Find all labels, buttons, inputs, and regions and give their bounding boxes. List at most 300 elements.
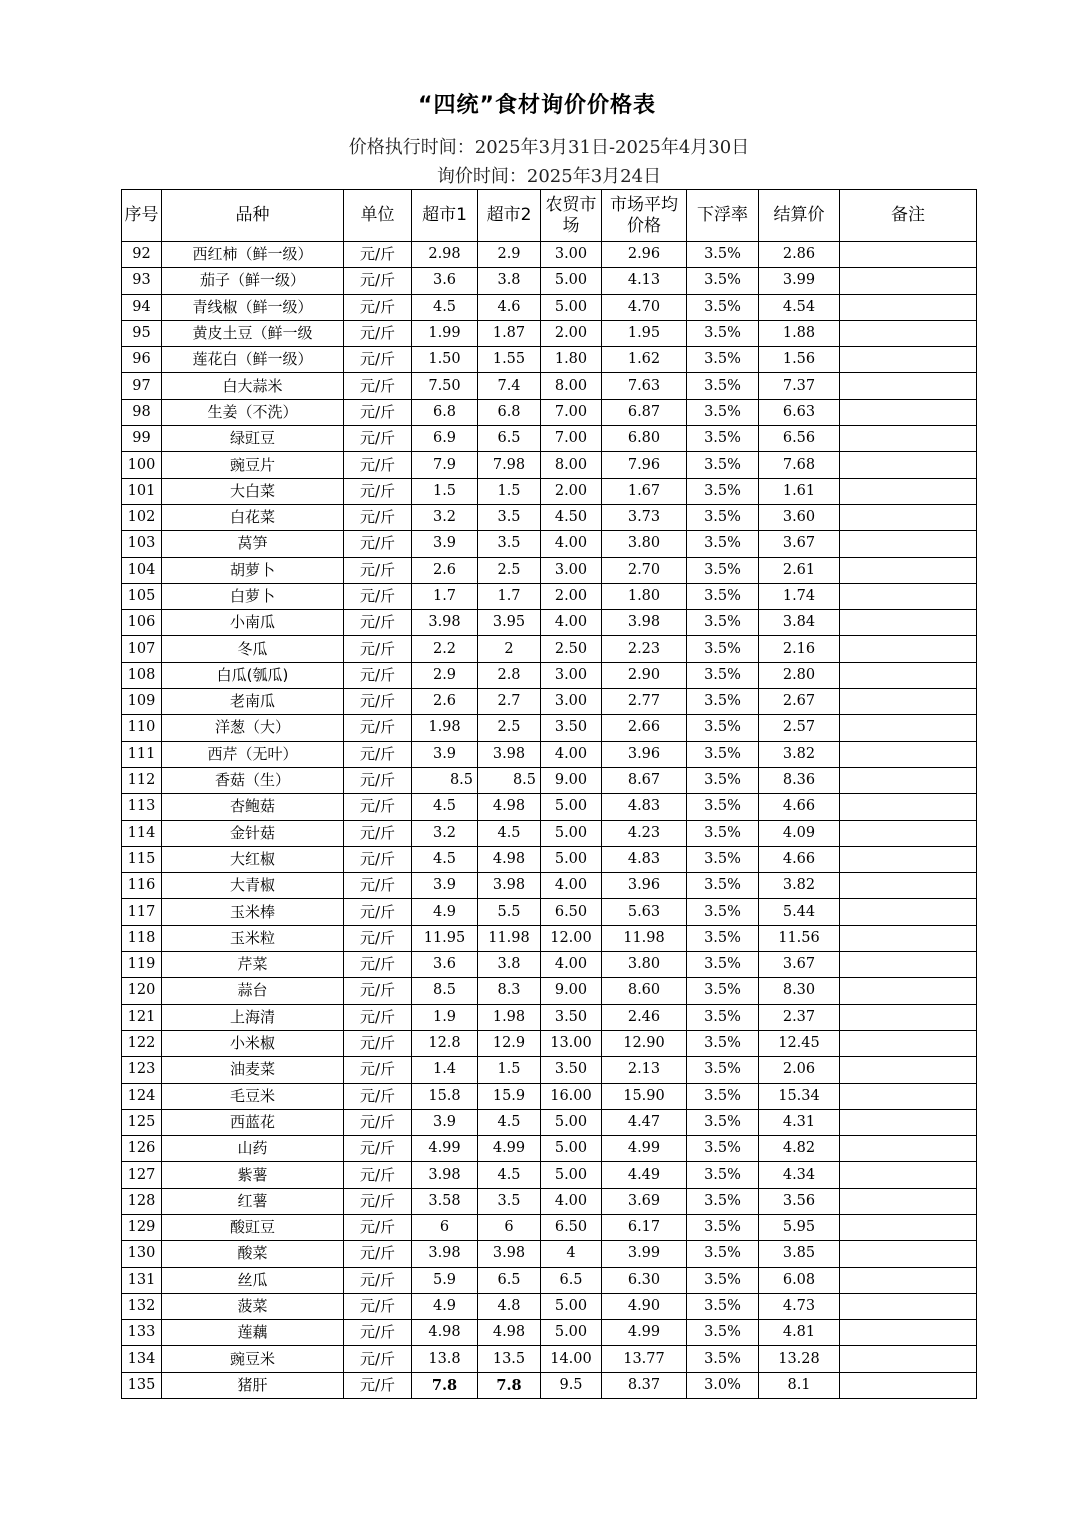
cell-name: 大白菜	[162, 478, 344, 504]
cell-no: 107	[122, 636, 162, 662]
cell-discount-rate: 3.5%	[687, 1057, 759, 1083]
cell-no: 128	[122, 1188, 162, 1214]
cell-remarks	[840, 794, 977, 820]
cell-market-average: 4.99	[602, 1320, 687, 1346]
cell-market-average: 5.63	[602, 899, 687, 925]
cell-farm-market: 7.00	[541, 399, 602, 425]
cell-market-average: 6.17	[602, 1214, 687, 1240]
cell-market-average: 6.80	[602, 426, 687, 452]
cell-no: 103	[122, 531, 162, 557]
table-row	[122, 1109, 977, 1135]
cell-remarks	[840, 899, 977, 925]
cell-market-average: 8.60	[602, 978, 687, 1004]
cell-market-average: 2.90	[602, 662, 687, 688]
cell-farm-market: 4.50	[541, 504, 602, 530]
cell-farm-market: 6.5	[541, 1267, 602, 1293]
cell-farm-market: 6.50	[541, 899, 602, 925]
cell-unit: 元/斤	[344, 662, 412, 688]
cell-remarks	[840, 242, 977, 268]
table-row	[122, 794, 977, 820]
header-remarks: 备注	[840, 190, 977, 242]
cell-discount-rate: 3.5%	[687, 478, 759, 504]
table-row	[122, 320, 977, 346]
cell-unit: 元/斤	[344, 1083, 412, 1109]
cell-discount-rate: 3.5%	[687, 557, 759, 583]
cell-supermarket-1: 2.6	[412, 689, 478, 715]
cell-supermarket-2: 2.8	[478, 662, 541, 688]
cell-discount-rate: 3.5%	[687, 1293, 759, 1319]
cell-settlement-price: 12.45	[759, 1030, 840, 1056]
cell-farm-market: 5.00	[541, 846, 602, 872]
cell-remarks	[840, 399, 977, 425]
cell-supermarket-2: 7.8	[478, 1372, 541, 1398]
cell-discount-rate: 3.5%	[687, 662, 759, 688]
table-row	[122, 715, 977, 741]
cell-remarks	[840, 1188, 977, 1214]
cell-no: 119	[122, 952, 162, 978]
cell-market-average: 8.37	[602, 1372, 687, 1398]
cell-unit: 元/斤	[344, 320, 412, 346]
table-row	[122, 268, 977, 294]
cell-supermarket-1: 7.50	[412, 373, 478, 399]
cell-settlement-price: 4.66	[759, 794, 840, 820]
cell-supermarket-1: 7.9	[412, 452, 478, 478]
cell-supermarket-2: 3.5	[478, 531, 541, 557]
cell-supermarket-2: 1.98	[478, 1004, 541, 1030]
cell-supermarket-2: 2.5	[478, 557, 541, 583]
cell-supermarket-1: 6.8	[412, 399, 478, 425]
cell-supermarket-1: 1.4	[412, 1057, 478, 1083]
cell-discount-rate: 3.5%	[687, 925, 759, 951]
cell-discount-rate: 3.5%	[687, 426, 759, 452]
cell-name: 大青椒	[162, 873, 344, 899]
cell-settlement-price: 7.68	[759, 452, 840, 478]
cell-farm-market: 2.00	[541, 320, 602, 346]
cell-market-average: 2.66	[602, 715, 687, 741]
table-row	[122, 899, 977, 925]
cell-name: 黄皮土豆（鲜一级	[162, 320, 344, 346]
cell-market-average: 4.83	[602, 846, 687, 872]
cell-no: 112	[122, 767, 162, 793]
cell-market-average: 3.69	[602, 1188, 687, 1214]
cell-supermarket-2: 4.5	[478, 1109, 541, 1135]
cell-unit: 元/斤	[344, 1057, 412, 1083]
cell-farm-market: 4.00	[541, 610, 602, 636]
cell-name: 上海清	[162, 1004, 344, 1030]
cell-farm-market: 4.00	[541, 952, 602, 978]
cell-supermarket-2: 4.8	[478, 1293, 541, 1319]
cell-no: 115	[122, 846, 162, 872]
cell-settlement-price: 1.74	[759, 583, 840, 609]
cell-name: 猪肝	[162, 1372, 344, 1398]
cell-supermarket-2: 1.7	[478, 583, 541, 609]
cell-settlement-price: 3.67	[759, 952, 840, 978]
cell-discount-rate: 3.5%	[687, 978, 759, 1004]
cell-unit: 元/斤	[344, 741, 412, 767]
cell-unit: 元/斤	[344, 899, 412, 925]
cell-settlement-price: 7.37	[759, 373, 840, 399]
table-row	[122, 925, 977, 951]
cell-supermarket-1: 6.9	[412, 426, 478, 452]
cell-name: 玉米棒	[162, 899, 344, 925]
cell-supermarket-1: 13.8	[412, 1346, 478, 1372]
table-row	[122, 767, 977, 793]
table-row	[122, 1293, 977, 1319]
cell-market-average: 15.90	[602, 1083, 687, 1109]
cell-name: 胡萝卜	[162, 557, 344, 583]
cell-supermarket-1: 3.2	[412, 820, 478, 846]
cell-farm-market: 4.00	[541, 1188, 602, 1214]
table-row	[122, 610, 977, 636]
cell-unit: 元/斤	[344, 1136, 412, 1162]
cell-no: 95	[122, 320, 162, 346]
cell-supermarket-2: 3.98	[478, 1241, 541, 1267]
cell-supermarket-2: 8.3	[478, 978, 541, 1004]
cell-name: 白大蒜米	[162, 373, 344, 399]
cell-supermarket-2: 3.5	[478, 1188, 541, 1214]
cell-supermarket-1: 1.5	[412, 478, 478, 504]
cell-discount-rate: 3.5%	[687, 610, 759, 636]
cell-name: 丝瓜	[162, 1267, 344, 1293]
cell-name: 老南瓜	[162, 689, 344, 715]
table-row	[122, 873, 977, 899]
cell-name: 紫薯	[162, 1162, 344, 1188]
cell-unit: 元/斤	[344, 1162, 412, 1188]
cell-supermarket-1: 3.6	[412, 952, 478, 978]
table-row	[122, 662, 977, 688]
cell-no: 97	[122, 373, 162, 399]
cell-discount-rate: 3.5%	[687, 820, 759, 846]
cell-market-average: 1.67	[602, 478, 687, 504]
cell-no: 100	[122, 452, 162, 478]
cell-supermarket-2: 2.5	[478, 715, 541, 741]
cell-supermarket-2: 7.98	[478, 452, 541, 478]
cell-farm-market: 4.00	[541, 873, 602, 899]
cell-supermarket-2: 6.5	[478, 1267, 541, 1293]
cell-supermarket-2: 5.5	[478, 899, 541, 925]
cell-market-average: 4.99	[602, 1136, 687, 1162]
cell-farm-market: 3.50	[541, 715, 602, 741]
cell-settlement-price: 4.31	[759, 1109, 840, 1135]
cell-no: 129	[122, 1214, 162, 1240]
price-period: 价格执行时间：2025年3月31日-2025年4月30日	[348, 137, 750, 158]
cell-settlement-price: 3.85	[759, 1241, 840, 1267]
cell-remarks	[840, 873, 977, 899]
cell-unit: 元/斤	[344, 689, 412, 715]
table-row	[122, 1267, 977, 1293]
cell-supermarket-2: 4.98	[478, 794, 541, 820]
cell-market-average: 4.13	[602, 268, 687, 294]
cell-settlement-price: 4.09	[759, 820, 840, 846]
cell-supermarket-1: 7.8	[412, 1372, 478, 1398]
cell-market-average: 1.95	[602, 320, 687, 346]
cell-farm-market: 5.00	[541, 294, 602, 320]
cell-settlement-price: 3.56	[759, 1188, 840, 1214]
cell-unit: 元/斤	[344, 478, 412, 504]
cell-settlement-price: 6.63	[759, 399, 840, 425]
cell-no: 118	[122, 925, 162, 951]
cell-remarks	[840, 452, 977, 478]
cell-supermarket-2: 6.8	[478, 399, 541, 425]
cell-remarks	[840, 1372, 977, 1398]
cell-settlement-price: 4.81	[759, 1320, 840, 1346]
cell-discount-rate: 3.5%	[687, 1162, 759, 1188]
cell-unit: 元/斤	[344, 978, 412, 1004]
cell-farm-market: 8.00	[541, 373, 602, 399]
cell-name: 西芹（无叶）	[162, 741, 344, 767]
cell-discount-rate: 3.5%	[687, 636, 759, 662]
header-market-average: 市场平均价格	[602, 190, 687, 242]
cell-discount-rate: 3.0%	[687, 1372, 759, 1398]
cell-no: 101	[122, 478, 162, 504]
cell-no: 121	[122, 1004, 162, 1030]
cell-name: 豌豆米	[162, 1346, 344, 1372]
table-row	[122, 1083, 977, 1109]
cell-no: 131	[122, 1267, 162, 1293]
cell-settlement-price: 2.57	[759, 715, 840, 741]
cell-unit: 元/斤	[344, 426, 412, 452]
cell-no: 133	[122, 1320, 162, 1346]
cell-remarks	[840, 373, 977, 399]
cell-farm-market: 2.50	[541, 636, 602, 662]
cell-remarks	[840, 846, 977, 872]
header-supermarket-1: 超市1	[412, 190, 478, 242]
cell-discount-rate: 3.5%	[687, 242, 759, 268]
cell-farm-market: 5.00	[541, 820, 602, 846]
cell-supermarket-1: 2.6	[412, 557, 478, 583]
cell-remarks	[840, 610, 977, 636]
cell-supermarket-2: 2	[478, 636, 541, 662]
cell-market-average: 6.30	[602, 1267, 687, 1293]
cell-market-average: 13.77	[602, 1346, 687, 1372]
cell-remarks	[840, 1293, 977, 1319]
cell-no: 120	[122, 978, 162, 1004]
cell-discount-rate: 3.5%	[687, 347, 759, 373]
table-row	[122, 452, 977, 478]
cell-no: 130	[122, 1241, 162, 1267]
cell-farm-market: 6.50	[541, 1214, 602, 1240]
cell-unit: 元/斤	[344, 294, 412, 320]
cell-discount-rate: 3.5%	[687, 268, 759, 294]
cell-discount-rate: 3.5%	[687, 531, 759, 557]
cell-no: 135	[122, 1372, 162, 1398]
cell-unit: 元/斤	[344, 767, 412, 793]
cell-farm-market: 3.50	[541, 1004, 602, 1030]
header-supermarket-2: 超市2	[478, 190, 541, 242]
cell-unit: 元/斤	[344, 268, 412, 294]
cell-discount-rate: 3.5%	[687, 1320, 759, 1346]
page-title: “四统”食材询价价格表	[418, 93, 656, 118]
cell-supermarket-1: 1.9	[412, 1004, 478, 1030]
cell-supermarket-1: 4.98	[412, 1320, 478, 1346]
cell-market-average: 4.23	[602, 820, 687, 846]
header-unit: 单位	[344, 190, 412, 242]
cell-supermarket-2: 6.5	[478, 426, 541, 452]
cell-remarks	[840, 1162, 977, 1188]
cell-supermarket-2: 11.98	[478, 925, 541, 951]
cell-discount-rate: 3.5%	[687, 373, 759, 399]
cell-supermarket-1: 3.98	[412, 1162, 478, 1188]
cell-settlement-price: 4.82	[759, 1136, 840, 1162]
cell-unit: 元/斤	[344, 1267, 412, 1293]
cell-market-average: 1.80	[602, 583, 687, 609]
table-row	[122, 478, 977, 504]
table-row	[122, 636, 977, 662]
cell-settlement-price: 3.60	[759, 504, 840, 530]
cell-farm-market: 2.00	[541, 583, 602, 609]
cell-no: 109	[122, 689, 162, 715]
cell-market-average: 4.83	[602, 794, 687, 820]
cell-market-average: 3.73	[602, 504, 687, 530]
cell-settlement-price: 3.99	[759, 268, 840, 294]
cell-unit: 元/斤	[344, 794, 412, 820]
cell-remarks	[840, 978, 977, 1004]
table-body	[122, 242, 977, 1399]
cell-no: 102	[122, 504, 162, 530]
cell-discount-rate: 3.5%	[687, 794, 759, 820]
cell-remarks	[840, 662, 977, 688]
cell-supermarket-1: 4.5	[412, 794, 478, 820]
cell-no: 116	[122, 873, 162, 899]
cell-unit: 元/斤	[344, 583, 412, 609]
cell-settlement-price: 2.61	[759, 557, 840, 583]
cell-farm-market: 7.00	[541, 426, 602, 452]
cell-unit: 元/斤	[344, 452, 412, 478]
cell-discount-rate: 3.5%	[687, 1214, 759, 1240]
cell-market-average: 11.98	[602, 925, 687, 951]
cell-farm-market: 13.00	[541, 1030, 602, 1056]
cell-name: 山药	[162, 1136, 344, 1162]
table-row	[122, 952, 977, 978]
cell-settlement-price: 4.66	[759, 846, 840, 872]
cell-supermarket-1: 1.98	[412, 715, 478, 741]
table-row	[122, 1004, 977, 1030]
cell-unit: 元/斤	[344, 347, 412, 373]
cell-supermarket-1: 3.58	[412, 1188, 478, 1214]
cell-supermarket-1: 2.2	[412, 636, 478, 662]
cell-supermarket-1: 3.98	[412, 1241, 478, 1267]
header-settlement-price: 结算价	[759, 190, 840, 242]
cell-supermarket-1: 4.5	[412, 294, 478, 320]
cell-unit: 元/斤	[344, 636, 412, 662]
cell-market-average: 4.49	[602, 1162, 687, 1188]
cell-no: 114	[122, 820, 162, 846]
cell-discount-rate: 3.5%	[687, 1267, 759, 1293]
cell-unit: 元/斤	[344, 715, 412, 741]
cell-unit: 元/斤	[344, 1293, 412, 1319]
cell-supermarket-1: 8.5	[412, 767, 478, 793]
cell-settlement-price: 3.82	[759, 873, 840, 899]
cell-discount-rate: 3.5%	[687, 1241, 759, 1267]
cell-settlement-price: 2.06	[759, 1057, 840, 1083]
cell-supermarket-2: 15.9	[478, 1083, 541, 1109]
cell-discount-rate: 3.5%	[687, 689, 759, 715]
table-row	[122, 531, 977, 557]
cell-supermarket-1: 2.9	[412, 662, 478, 688]
cell-supermarket-2: 3.8	[478, 268, 541, 294]
cell-unit: 元/斤	[344, 925, 412, 951]
cell-unit: 元/斤	[344, 952, 412, 978]
cell-no: 124	[122, 1083, 162, 1109]
cell-remarks	[840, 952, 977, 978]
cell-supermarket-1: 12.8	[412, 1030, 478, 1056]
cell-discount-rate: 3.5%	[687, 1136, 759, 1162]
cell-market-average: 3.80	[602, 531, 687, 557]
cell-name: 大红椒	[162, 846, 344, 872]
cell-no: 110	[122, 715, 162, 741]
cell-supermarket-1: 1.7	[412, 583, 478, 609]
table-row	[122, 1188, 977, 1214]
table-row	[122, 504, 977, 530]
cell-supermarket-1: 3.6	[412, 268, 478, 294]
cell-discount-rate: 3.5%	[687, 1188, 759, 1214]
cell-name: 白瓜(瓠瓜)	[162, 662, 344, 688]
cell-no: 113	[122, 794, 162, 820]
cell-supermarket-2: 7.4	[478, 373, 541, 399]
cell-unit: 元/斤	[344, 373, 412, 399]
cell-settlement-price: 4.54	[759, 294, 840, 320]
cell-remarks	[840, 820, 977, 846]
cell-market-average: 2.23	[602, 636, 687, 662]
cell-settlement-price: 13.28	[759, 1346, 840, 1372]
cell-market-average: 4.90	[602, 1293, 687, 1319]
table-row	[122, 1214, 977, 1240]
cell-unit: 元/斤	[344, 504, 412, 530]
header-no: 序号	[122, 190, 162, 242]
cell-discount-rate: 3.5%	[687, 873, 759, 899]
cell-unit: 元/斤	[344, 1372, 412, 1398]
cell-remarks	[840, 583, 977, 609]
cell-unit: 元/斤	[344, 242, 412, 268]
cell-unit: 元/斤	[344, 820, 412, 846]
cell-supermarket-1: 3.9	[412, 531, 478, 557]
cell-discount-rate: 3.5%	[687, 767, 759, 793]
cell-farm-market: 12.00	[541, 925, 602, 951]
cell-remarks	[840, 1030, 977, 1056]
cell-settlement-price: 1.61	[759, 478, 840, 504]
cell-supermarket-1: 3.98	[412, 610, 478, 636]
cell-remarks	[840, 1004, 977, 1030]
cell-unit: 元/斤	[344, 557, 412, 583]
cell-discount-rate: 3.5%	[687, 899, 759, 925]
cell-market-average: 3.80	[602, 952, 687, 978]
cell-farm-market: 5.00	[541, 1162, 602, 1188]
cell-supermarket-2: 13.5	[478, 1346, 541, 1372]
cell-supermarket-2: 1.87	[478, 320, 541, 346]
cell-discount-rate: 3.5%	[687, 294, 759, 320]
cell-remarks	[840, 320, 977, 346]
table-row	[122, 1136, 977, 1162]
cell-settlement-price: 6.56	[759, 426, 840, 452]
cell-market-average: 4.47	[602, 1109, 687, 1135]
table-row	[122, 1241, 977, 1267]
cell-name: 芹菜	[162, 952, 344, 978]
table-row	[122, 1320, 977, 1346]
cell-no: 134	[122, 1346, 162, 1372]
table-row	[122, 1372, 977, 1398]
cell-remarks	[840, 689, 977, 715]
cell-farm-market: 3.00	[541, 242, 602, 268]
cell-name: 洋葱（大）	[162, 715, 344, 741]
cell-settlement-price: 3.84	[759, 610, 840, 636]
cell-remarks	[840, 478, 977, 504]
cell-market-average: 7.96	[602, 452, 687, 478]
cell-settlement-price: 6.08	[759, 1267, 840, 1293]
cell-supermarket-1: 15.8	[412, 1083, 478, 1109]
cell-no: 122	[122, 1030, 162, 1056]
cell-supermarket-1: 4.5	[412, 846, 478, 872]
table-row	[122, 1057, 977, 1083]
